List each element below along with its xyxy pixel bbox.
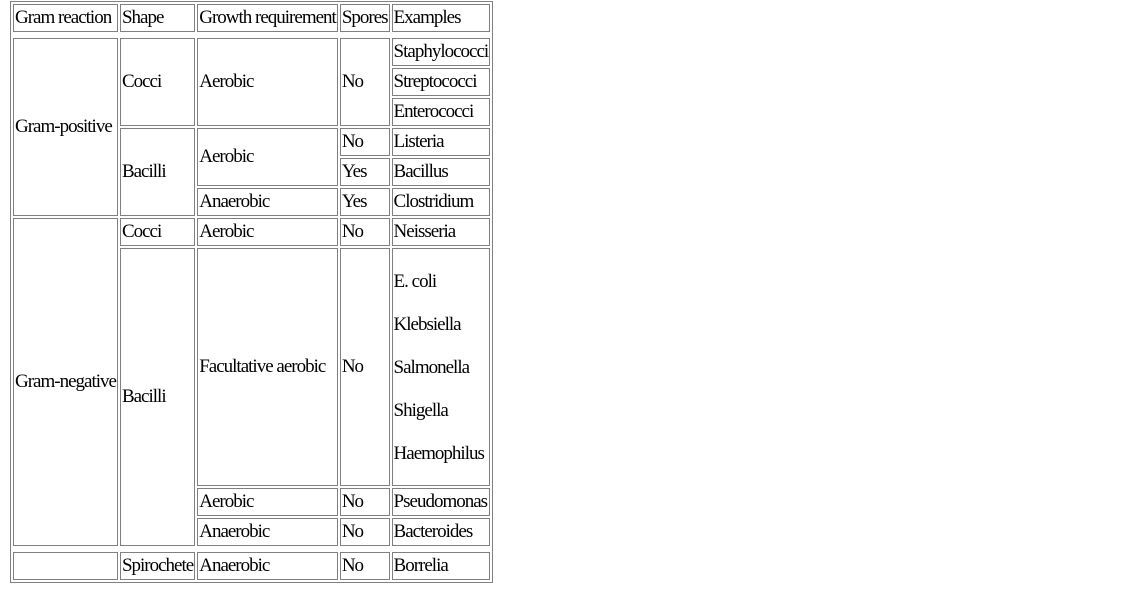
spores-cell: No bbox=[340, 248, 390, 486]
example-item: Salmonella bbox=[393, 356, 470, 378]
shape-cell: Cocci bbox=[120, 38, 195, 126]
example-cell: Staphylococci bbox=[392, 38, 491, 66]
header-examples: Examples bbox=[392, 4, 491, 32]
growth-cell: Anaerobic bbox=[197, 552, 338, 580]
header-gram-reaction: Gram reaction bbox=[13, 4, 118, 32]
growth-cell: Anaerobic bbox=[197, 518, 338, 546]
table-row bbox=[13, 552, 490, 580]
shape-cell: Bacilli bbox=[120, 128, 195, 216]
header-spacer-cell bbox=[13, 34, 490, 36]
header-growth-requirement: Growth requirement bbox=[197, 4, 338, 32]
shape-cell: Bacilli bbox=[120, 248, 195, 546]
spores-cell: No bbox=[340, 38, 390, 126]
header-spores: Spores bbox=[340, 4, 390, 32]
spirochete-spacer-cell bbox=[13, 548, 490, 550]
spores-cell: Yes bbox=[340, 158, 390, 186]
example-cell: Neisseria bbox=[392, 218, 491, 246]
example-cell: Enterococci bbox=[392, 98, 491, 126]
growth-cell: Aerobic bbox=[197, 488, 338, 516]
example-cell: Borrelia bbox=[392, 552, 491, 580]
shape-cell: Cocci bbox=[120, 218, 195, 246]
spores-cell: No bbox=[340, 218, 390, 246]
growth-cell: Aerobic bbox=[197, 38, 338, 126]
header-row bbox=[13, 4, 490, 32]
spores-cell: No bbox=[340, 552, 390, 580]
spores-cell: No bbox=[340, 128, 390, 156]
example-cell bbox=[392, 248, 491, 486]
example-item: Klebsiella bbox=[393, 313, 461, 335]
growth-cell: Anaerobic bbox=[197, 188, 338, 216]
table-row bbox=[13, 38, 490, 66]
example-item: Shigella bbox=[393, 399, 448, 421]
growth-cell: Aerobic bbox=[197, 218, 338, 246]
shape-cell: Spirochete bbox=[120, 552, 195, 580]
example-item: E. coli bbox=[393, 270, 437, 292]
example-item: Haemophilus bbox=[393, 442, 484, 464]
growth-cell: Facultative aerobic bbox=[197, 248, 338, 486]
header-spacer-row bbox=[13, 34, 490, 36]
spirochete-spacer-row bbox=[13, 548, 490, 550]
spores-cell: No bbox=[340, 488, 390, 516]
example-cell: Pseudomonas bbox=[392, 488, 491, 516]
example-cell: Bacteroides bbox=[392, 518, 491, 546]
spores-cell: Yes bbox=[340, 188, 390, 216]
example-cell: Listeria bbox=[392, 128, 491, 156]
header-shape: Shape bbox=[120, 4, 195, 32]
gram-negative-cell: Gram-negative bbox=[13, 218, 118, 546]
example-cell: Clostridium bbox=[392, 188, 491, 216]
growth-cell: Aerobic bbox=[197, 128, 338, 186]
spores-cell: No bbox=[340, 518, 390, 546]
example-cell: Streptococci bbox=[392, 68, 491, 96]
table-row bbox=[13, 218, 490, 246]
example-cell: Bacillus bbox=[392, 158, 491, 186]
bacteria-classification-table bbox=[10, 1, 493, 583]
gram-positive-cell: Gram-positive bbox=[13, 38, 118, 216]
gram-empty-cell bbox=[13, 552, 118, 580]
